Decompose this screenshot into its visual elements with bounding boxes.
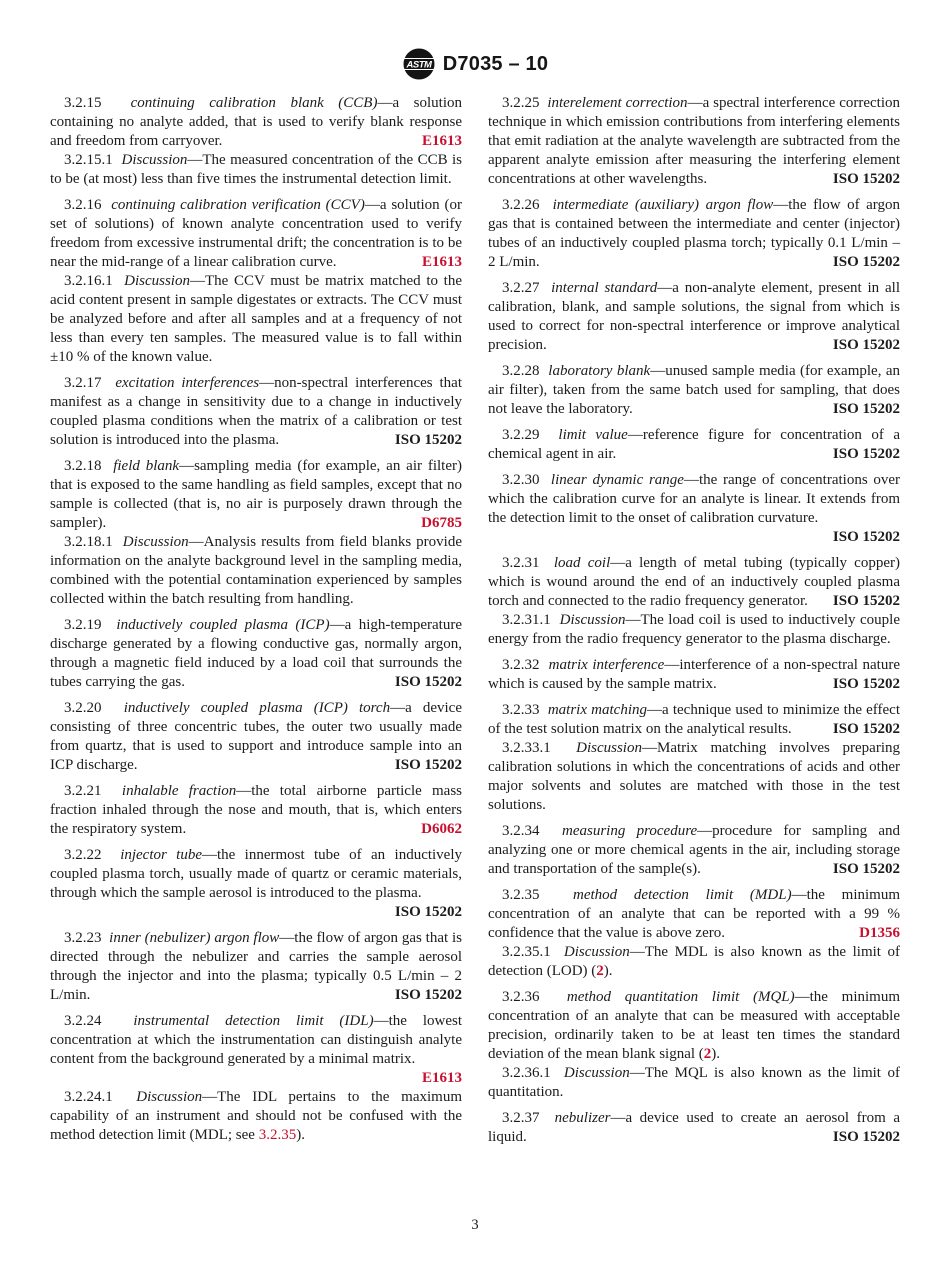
clause-number: 3.2.17 xyxy=(64,375,116,391)
body-text: —The CCV must be matrix matched to the acid content present in sample digestates or extracts. The CCV must be analyzed before and after all samples and at a frequency of not less than every ten samples. The measured value is to fall within ±10 % of the known value. xyxy=(50,273,462,365)
definition-paragraph xyxy=(488,822,900,879)
body-text: ). xyxy=(603,963,613,979)
clause-number: 3.2.30 xyxy=(502,472,551,488)
defined-term: inhalable fraction xyxy=(121,783,237,799)
discussion-paragraph xyxy=(50,1088,462,1145)
clause-number: 3.2.35 xyxy=(502,887,574,903)
clause-number: 3.2.24.1 xyxy=(64,1089,137,1105)
body-text: —unused sample media (for example, an air filter), taken from the same batch used for sampling, that does not leave the laboratory. xyxy=(488,363,900,417)
defined-term: laboratory blank xyxy=(548,363,651,379)
defined-term: limit value xyxy=(558,427,628,443)
clause-number: 3.2.28 xyxy=(502,363,549,379)
document-designation: D7035 – 10 xyxy=(442,52,549,75)
clause-number: 3.2.19 xyxy=(64,617,117,633)
discussion-paragraph xyxy=(488,943,900,981)
discussion-label: Discussion xyxy=(136,1089,203,1105)
definition-paragraph xyxy=(488,656,900,694)
discussion-paragraph xyxy=(50,151,462,189)
definition-paragraph xyxy=(50,374,462,450)
defined-term: measuring procedure xyxy=(562,823,698,839)
definition-paragraph xyxy=(488,554,900,611)
clause-number: 3.2.26 xyxy=(502,197,553,213)
source-designation: ISO 15202 xyxy=(394,987,462,1003)
defined-term: load coil xyxy=(553,555,611,571)
defined-term: inductively coupled plasma (ICP) torch xyxy=(123,700,391,716)
body-text: —The load coil is used to inductively couple energy from the radio frequency generator to the plasma discharge. xyxy=(488,612,900,647)
page-number: 3 xyxy=(471,1217,479,1233)
cross-reference-link[interactable]: 2 xyxy=(596,963,604,979)
body-text: —the flow of argon gas that is contained between the intermediate and center (injector) tubes of an inductively coupled plasma torch; typically 0.1 L/min – 2 L/min. xyxy=(488,197,900,270)
definition-paragraph xyxy=(488,362,900,419)
source-designation: ISO 15202 xyxy=(832,171,900,187)
body-text: —reference figure for concentration of a chemical agent in air. xyxy=(488,427,900,462)
definition-paragraph xyxy=(488,471,900,547)
definition-paragraph xyxy=(50,846,462,922)
clause-number: 3.2.24 xyxy=(64,1013,134,1029)
svg-text:ASTM: ASTM xyxy=(406,59,432,71)
clause-number: 3.2.29 xyxy=(502,427,559,443)
clause-number: 3.2.23 xyxy=(64,930,110,946)
body-text: —a device consisting of three concentric tubes, the outer two usually made from quartz, that is used to support and introduce sample into an ICP discharge. xyxy=(50,700,462,773)
clause-number: 3.2.18.1 xyxy=(64,534,123,550)
clause-number: 3.2.31 xyxy=(502,555,554,571)
source-designation: ISO 15202 xyxy=(832,254,900,270)
source-designation: ISO 15202 xyxy=(832,721,900,737)
discussion-label: Discussion xyxy=(121,152,188,168)
defined-term: inner (nebulizer) argon flow xyxy=(109,930,280,946)
body-text: —the innermost tube of an inductively coupled plasma torch, usually made of quartz or ceramic materials, through which the sample aerosol is introduced to the plasma. xyxy=(50,847,463,901)
definition-paragraph xyxy=(50,1012,462,1088)
defined-term: internal standard xyxy=(551,280,658,296)
body-text: —interference of a non-spectral nature which is caused by the sample matrix. xyxy=(488,657,900,692)
body-text: —the range of concentrations over which the calibration curve for an analyte is linear. It extends from the detection limit to the onset of calibration curvature. xyxy=(488,472,901,526)
clause-number: 3.2.20 xyxy=(64,700,124,716)
column-left xyxy=(50,94,462,1147)
source-designation: ISO 15202 xyxy=(832,676,900,692)
two-column-body xyxy=(0,81,950,1147)
definition-paragraph xyxy=(488,94,900,189)
body-text: —a technique used to minimize the effect of the test solution matrix on the analytical results. xyxy=(488,702,901,737)
source-designation: ISO 15202 xyxy=(832,861,900,877)
discussion-paragraph xyxy=(50,533,462,609)
discussion-label: Discussion xyxy=(122,534,189,550)
body-text: —the minimum concentration of an analyte that can be reported with a 99 % confidence that the value is above zero. xyxy=(488,887,900,941)
clause-number: 3.2.15.1 xyxy=(64,152,122,168)
clause-number: 3.2.15 xyxy=(64,95,131,111)
body-text: —sampling media (for example, an air filter) that is exposed to the same handling as field samples, except that no sample is collected (that is, no air is purposely drawn through the sampler). xyxy=(50,458,462,531)
clause-number: 3.2.16 xyxy=(64,197,112,213)
discussion-paragraph xyxy=(488,1064,900,1102)
clause-number: 3.2.33.1 xyxy=(502,740,577,756)
defined-term: intermediate (auxiliary) argon flow xyxy=(552,197,774,213)
source-designation[interactable]: E1613 xyxy=(421,254,462,270)
defined-term: inductively coupled plasma (ICP) xyxy=(116,617,330,633)
source-designation: ISO 15202 xyxy=(394,904,462,920)
clause-number: 3.2.18 xyxy=(64,458,114,474)
discussion-paragraph xyxy=(488,739,900,815)
body-text: —The IDL pertains to the maximum capability of an instrument and should not be confused with the method detection limit (MDL; see xyxy=(50,1089,462,1143)
astm-logo-icon xyxy=(402,47,436,81)
source-designation: ISO 15202 xyxy=(832,529,900,545)
body-text: —The MQL is also known as the limit of quantitation. xyxy=(488,1065,901,1100)
source-designation: ISO 15202 xyxy=(394,432,462,448)
source-designation: ISO 15202 xyxy=(832,446,900,462)
clause-number: 3.2.35.1 xyxy=(502,944,564,960)
source-designation[interactable]: D1356 xyxy=(859,925,900,941)
definition-paragraph xyxy=(50,457,462,533)
discussion-label: Discussion xyxy=(563,1065,630,1081)
source-designation: ISO 15202 xyxy=(832,1129,900,1145)
page-header xyxy=(0,0,950,81)
defined-term: method detection limit (MDL) xyxy=(573,887,792,903)
body-text: —The measured concentration of the CCB is to be (at most) less than five times the instrumental detection limit. xyxy=(50,152,463,187)
discussion-label: Discussion xyxy=(576,740,642,756)
source-designation[interactable]: D6062 xyxy=(421,821,462,837)
defined-term: matrix matching xyxy=(547,702,648,718)
body-text: —a non-analyte element, present in all calibration, blank, and sample solutions, the signal from which is used to correct for non-spectral interference or improve analytical precision. xyxy=(488,280,900,353)
defined-term: linear dynamic range xyxy=(550,472,684,488)
body-text: —the flow of argon gas that is directed through the nebulizer and carries the sample aerosol through the injector and into the plasma; typically 0.5 L/min – 2 L/min. xyxy=(50,930,462,1003)
body-text: —Matrix matching involves preparing calibration solutions in which the concentrations of acids and other major solvents and solutes are matched with those in the test solutions. xyxy=(488,740,901,813)
defined-term: instrumental detection limit (IDL) xyxy=(133,1013,374,1029)
defined-term: continuing calibration blank (CCB) xyxy=(130,95,378,111)
body-text: —The MDL is also known as the limit of detection (LOD) ( xyxy=(488,944,901,979)
source-designation: ISO 15202 xyxy=(832,401,900,417)
body-text: —a solution (or set of solutions) of known analyte concentration used to verify freedom from excessive instrumental drift; the concentration is to be near the mid-range of a linear calibration curve. xyxy=(50,197,463,270)
defined-term: method quantitation limit (MQL) xyxy=(566,989,795,1005)
body-text: —the lowest concentration at which the instrumentation can distinguish analyte content from the background generated by a minimal matrix. xyxy=(50,1013,462,1067)
discussion-label: Discussion xyxy=(559,612,626,628)
definition-paragraph xyxy=(50,782,462,839)
definition-paragraph xyxy=(50,196,462,272)
clause-number: 3.2.32 xyxy=(502,657,549,673)
defined-term: field blank xyxy=(113,458,180,474)
definition-paragraph xyxy=(488,279,900,355)
body-text: —a solution containing no analyte added, that is used to verify blank response and freedom from carryover. xyxy=(50,95,462,149)
source-designation[interactable]: E1613 xyxy=(421,133,462,149)
discussion-label: Discussion xyxy=(124,273,190,289)
clause-number: 3.2.36.1 xyxy=(502,1065,564,1081)
body-text: —a high-temperature discharge generated by a flowing conductive gas, normally argon, through a magnetic field induced by a load coil that surrounds the tubes carrying the gas. xyxy=(50,617,462,690)
source-designation: ISO 15202 xyxy=(832,337,900,353)
clause-number: 3.2.21 xyxy=(64,783,122,799)
body-text: —the minimum concentration of an analyte that can be measured with acceptable precision, ordinarily taken to be at least ten times the standard deviation of the mean blank signal ( xyxy=(488,989,900,1062)
discussion-label: Discussion xyxy=(563,944,630,960)
clause-number: 3.2.34 xyxy=(502,823,563,839)
definition-paragraph xyxy=(50,699,462,775)
source-designation[interactable]: D6785 xyxy=(421,515,462,531)
source-designation: ISO 15202 xyxy=(394,674,462,690)
definition-paragraph xyxy=(50,616,462,692)
body-text: —a length of metal tubing (typically copper) which is wound around the end of an inductively coupled plasma torch and connected to the radio frequency generator. xyxy=(488,555,900,609)
body-text: —non-spectral interferences that manifest as a change in sensitivity due to a change in inductively coupled plasma conditions when the matrix of a calibration or test solution is introduced into the plasma. xyxy=(50,375,462,448)
body-text: —procedure for sampling and analyzing one or more chemical agents in the air, including storage and transportation of the sample(s). xyxy=(488,823,901,877)
clause-number: 3.2.27 xyxy=(502,280,552,296)
clause-number: 3.2.37 xyxy=(502,1110,555,1126)
defined-term: matrix interference xyxy=(548,657,665,673)
cross-reference-link[interactable]: 3.2.35 xyxy=(258,1127,297,1143)
defined-term: injector tube xyxy=(120,847,203,863)
clause-number: 3.2.22 xyxy=(64,847,121,863)
body-text: —a spectral interference correction technique in which emission contributions from interfering elements that emit radiation at the analyte wavelength are subtracted from the apparent analyte emission after measuring the interfering element concentrations at other wavelengths. xyxy=(488,95,900,187)
discussion-paragraph xyxy=(488,611,900,649)
defined-term: excitation interferences xyxy=(115,375,260,391)
definition-paragraph xyxy=(50,94,462,151)
source-designation[interactable]: E1613 xyxy=(421,1070,462,1086)
source-designation: ISO 15202 xyxy=(394,757,462,773)
body-text: ). xyxy=(711,1046,721,1062)
defined-term: nebulizer xyxy=(554,1110,611,1126)
body-text: ). xyxy=(296,1127,305,1143)
clause-number: 3.2.31.1 xyxy=(502,612,560,628)
clause-number: 3.2.33 xyxy=(502,702,548,718)
body-text: —the total airborne particle mass fraction inhaled through the nose and mouth, that is, which enters the respiratory system. xyxy=(50,783,462,837)
defined-term: continuing calibration verification (CCV) xyxy=(111,197,365,213)
definition-paragraph xyxy=(488,426,900,464)
definition-paragraph xyxy=(488,1109,900,1147)
body-text: —Analysis results from field blanks provide information on the analyte background level in the sampling media, combined with the potential contamination experienced by samples collected within the batch resulting from handling. xyxy=(50,534,462,607)
definition-paragraph xyxy=(488,988,900,1064)
clause-number: 3.2.36 xyxy=(502,989,567,1005)
definition-paragraph xyxy=(488,701,900,739)
definition-paragraph xyxy=(488,196,900,272)
clause-number: 3.2.25 xyxy=(502,95,548,111)
cross-reference-link[interactable]: 2 xyxy=(703,1046,712,1062)
source-designation: ISO 15202 xyxy=(832,593,900,609)
column-right xyxy=(488,94,900,1147)
body-text: —a device used to create an aerosol from a liquid. xyxy=(488,1110,900,1145)
defined-term: interelement correction xyxy=(547,95,688,111)
definition-paragraph xyxy=(50,929,462,1005)
discussion-paragraph xyxy=(50,272,462,367)
clause-number: 3.2.16.1 xyxy=(64,273,125,289)
definition-paragraph xyxy=(488,886,900,943)
